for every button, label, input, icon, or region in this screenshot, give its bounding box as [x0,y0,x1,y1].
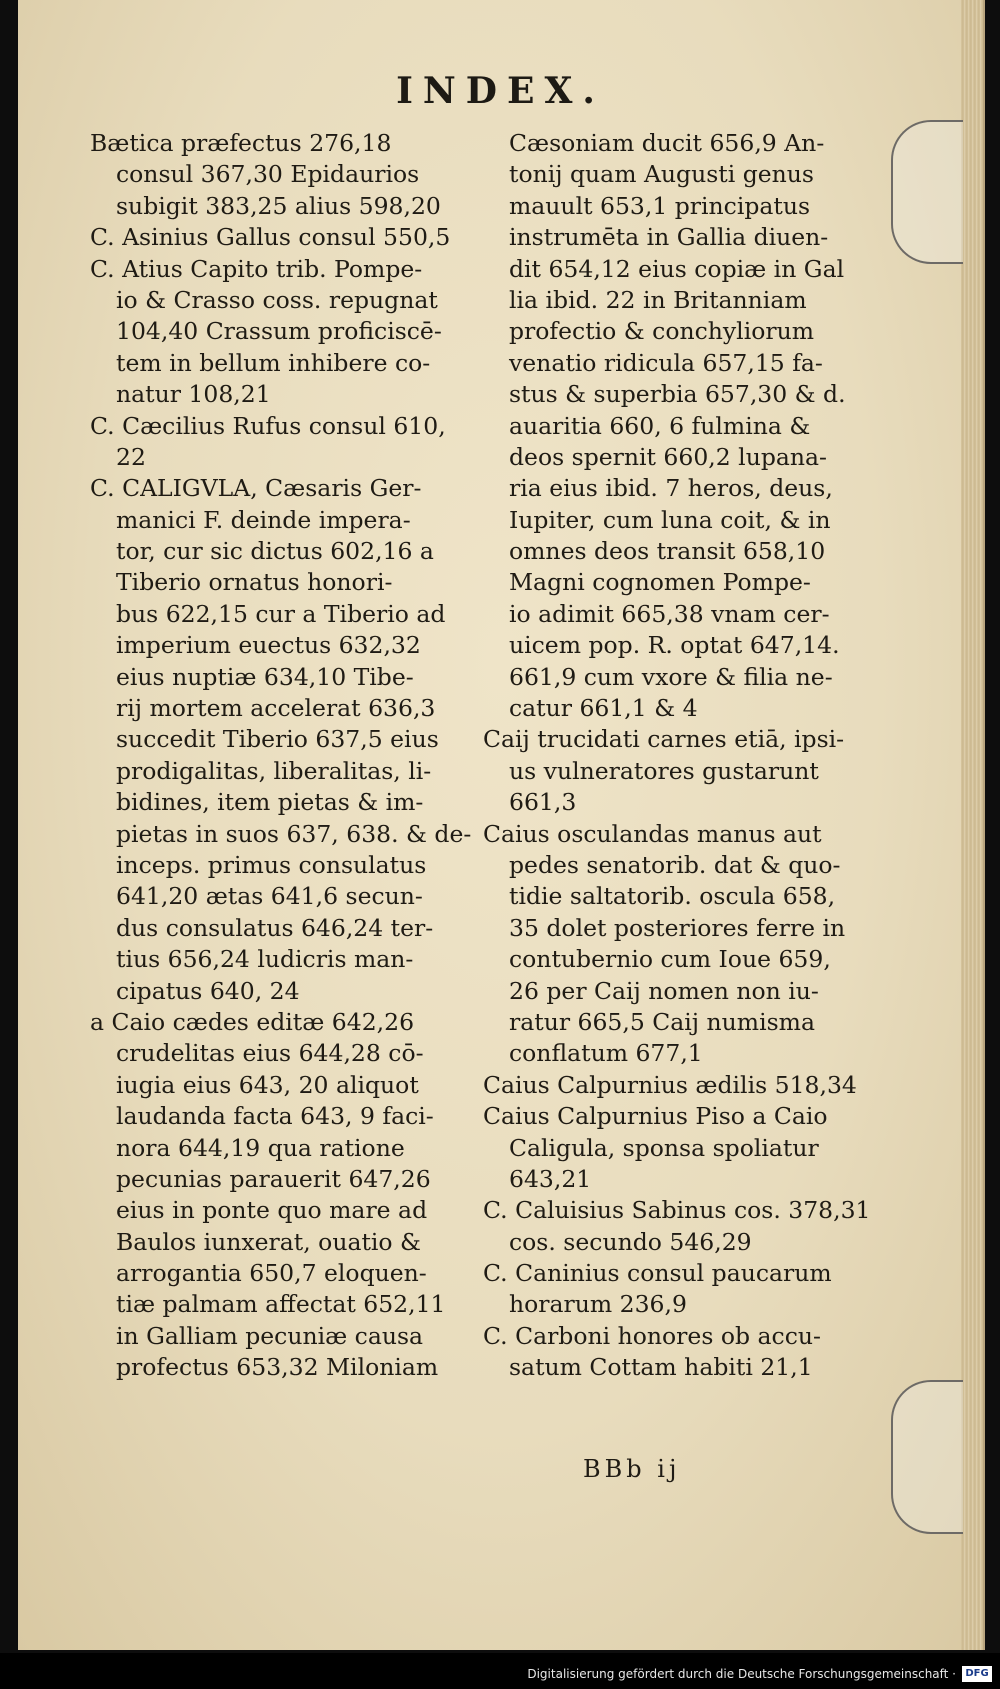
index-line: pietas in suos 637, 638. & de- [116,819,472,848]
index-line: in Galliam pecuniæ causa [116,1321,424,1350]
signature-mark: BBb ij [583,1455,681,1483]
index-line: bidines, item pietas & im- [116,788,424,817]
index-line: prodigalitas, liberalitas, li- [116,756,432,785]
index-line: Caligula, sponsa spoliatur [509,1133,819,1162]
index-line: profectio & conchyliorum [509,317,815,346]
index-line: lia ibid. 22 in Britanniam [509,285,807,314]
index-line: contubernio cum Ioue 659, [509,945,831,974]
credit-text: Digitalisierung gefördert durch die Deutsche Forschungsgemeinschaft · [527,1667,956,1681]
index-line: consul 367,30 Epidaurios [116,160,420,189]
index-line: tiæ palmam affectat 652,11 [116,1290,446,1319]
index-line: eius nuptiæ 634,10 Tibe- [116,662,414,691]
dfg-logo-icon: DFG [962,1666,992,1682]
index-line: dit 654,12 eius copiæ in Gal [509,254,845,283]
book-page [18,0,985,1650]
index-line: profectus 653,32 Miloniam [116,1353,439,1382]
clip-tab-top [891,120,963,264]
index-line: Caius Calpurnius Piso a Caio [483,1102,828,1131]
index-line: C. Atius Capito trib. Pompe- [90,254,423,283]
index-line: ria eius ibid. 7 heros, deus, [509,474,833,503]
index-line: arrogantia 650,7 eloquen- [116,1259,427,1288]
index-line: natur 108,21 [116,380,271,409]
index-line: instrumēta in Gallia diuen- [509,223,829,252]
index-line: conflatum 677,1 [509,1039,703,1068]
index-line: pedes senatorib. dat & quo- [509,850,841,879]
index-line: C. CALIGVLA, Cæsaris Ger- [90,474,422,503]
index-line: 661,3 [509,788,577,817]
index-line: rij mortem accelerat 636,3 [116,694,436,723]
left-column [90,128,472,1384]
index-line: catur 661,1 & 4 [509,694,698,723]
index-line: uicem pop. R. optat 647,14. [509,631,840,660]
index-line: nora 644,19 qua ratione [116,1133,405,1162]
index-line: C. Cæcilius Rufus consul 610, [90,411,446,440]
index-line: horarum 236,9 [509,1290,687,1319]
index-line: io adimit 665,38 vnam cer- [509,599,830,628]
index-line: auaritia 660, 6 fulmina & [509,411,811,440]
index-line: io & Crasso coss. repugnat [116,285,438,314]
index-line: deos spernit 660,2 lupana- [509,442,827,471]
index-line: laudanda facta 643, 9 faci- [116,1102,434,1131]
index-line: cos. secundo 546,29 [509,1227,752,1256]
index-line: cipatus 640, 24 [116,976,300,1005]
index-line: a Caio cædes editæ 642,26 [90,1007,415,1036]
page-edge [961,0,983,1650]
index-line: iugia eius 643, 20 aliquot [116,1070,419,1099]
index-line: C. Carboni honores ob accu- [483,1321,821,1350]
credit-bar [0,1653,1000,1689]
index-line: tem in bellum inhibere co- [116,348,431,377]
index-line: C. Asinius Gallus consul 550,5 [90,223,451,252]
index-line: us vulneratores gustarunt [509,756,819,785]
index-line: satum Cottam habiti 21,1 [509,1353,813,1382]
index-line: tius 656,24 ludicris man- [116,945,414,974]
index-line: manici F. deinde impera- [116,505,411,534]
index-line: crudelitas eius 644,28 cō- [116,1039,424,1068]
index-line: bus 622,15 cur a Tiberio ad [116,599,446,628]
index-line: tidie saltatorib. oscula 658, [509,882,836,911]
index-line: 35 dolet posteriores ferre in [509,913,846,942]
index-line: Magni cognomen Pompe- [509,568,811,597]
index-line: eius in ponte quo mare ad [116,1196,428,1225]
index-line: 22 [116,442,146,471]
index-line: Bætica præfectus 276,18 [90,129,392,157]
index-line: Cæsoniam ducit 656,9 An- [509,129,825,157]
index-line: imperium euectus 632,32 [116,631,421,660]
index-line: Iupiter, cum luna coit, & in [509,505,831,534]
page-heading: INDEX. [396,70,605,112]
index-line: pecunias parauerit 647,26 [116,1164,431,1193]
index-line: tonij quam Augusti genus [509,160,814,189]
index-line: Baulos iunxerat, ouatio & [116,1227,421,1256]
index-line: subigit 383,25 alius 598,20 [116,191,441,220]
index-line: Caius osculandas manus aut [483,819,822,848]
index-line: 641,20 ætas 641,6 secun- [116,882,423,911]
index-line: inceps. primus consulatus [116,850,427,879]
index-line: Caij trucidati carnes etiā, ipsi- [483,725,845,754]
index-line: succedit Tiberio 637,5 eius [116,725,439,754]
index-line: Caius Calpurnius ædilis 518,34 [483,1070,857,1099]
index-line: Tiberio ornatus honori- [116,568,393,597]
index-line: ratur 665,5 Caij numisma [509,1007,815,1036]
index-line: 643,21 [509,1164,592,1193]
index-line: omnes deos transit 658,10 [509,537,826,566]
index-line: stus & superbia 657,30 & d. [509,380,846,409]
index-line: tor, cur sic dictus 602,16 a [116,537,434,566]
index-line: mauult 653,1 principatus [509,191,811,220]
index-line: 26 per Caij nomen non iu- [509,976,819,1005]
index-line: venatio ridicula 657,15 fa- [509,348,823,377]
index-line: 104,40 Crassum proficiscē- [116,317,442,346]
right-column [483,128,871,1384]
index-line: C. Caninius consul paucarum [483,1259,832,1288]
index-line: C. Caluisius Sabinus cos. 378,31 [483,1196,871,1225]
index-line: dus consulatus 646,24 ter- [116,913,434,942]
clip-tab-bottom [891,1380,963,1534]
index-line: 661,9 cum vxore & filia ne- [509,662,833,691]
